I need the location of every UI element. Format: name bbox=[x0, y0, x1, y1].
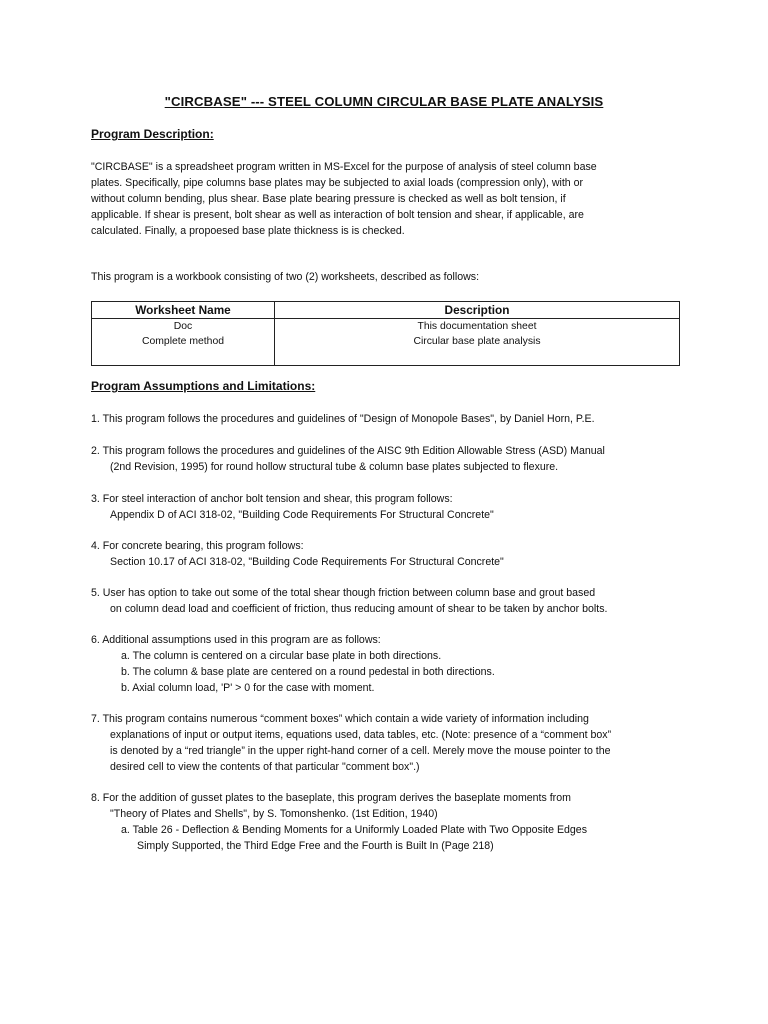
item-line: 1. This program follows the procedures and guidelines of "Design of Monopole Bases", by Daniel Horn, P.E. bbox=[91, 413, 595, 425]
program-description-heading: Program Description: bbox=[91, 127, 214, 141]
assumptions-heading: Program Assumptions and Limitations: bbox=[91, 379, 316, 393]
description-line: without column bending, plus shear. Base plate bearing pressure is checked as well as bolt tension, if bbox=[91, 193, 566, 205]
item-line: a. Table 26 - Deflection & Bending Moments for a Uniformly Loaded Plate with Two Opposite Edges bbox=[121, 824, 587, 836]
list-item bbox=[91, 491, 691, 523]
item-line: Simply Supported, the Third Edge Free and the Fourth is Built In (Page 218) bbox=[137, 840, 494, 852]
list-item bbox=[91, 585, 691, 617]
item-line: 4. For concrete bearing, this program follows: bbox=[91, 540, 304, 552]
list-item bbox=[91, 411, 691, 427]
description-line: plates. Specifically, pipe columns base plates may be subjected to axial loads (compression only), with or bbox=[91, 177, 584, 189]
item-line: 8. For the addition of gusset plates to the baseplate, this program derives the baseplate moments from bbox=[91, 792, 571, 804]
item-line: (2nd Revision, 1995) for round hollow structural tube & column base plates subjected to flexure. bbox=[110, 461, 559, 473]
item-line: 7. This program contains numerous “comment boxes” which contain a wide variety of information including bbox=[91, 713, 589, 725]
item-line: b. The column & base plate are centered on a round pedestal in both directions. bbox=[121, 666, 495, 678]
table-header-row bbox=[92, 302, 680, 319]
item-line: 3. For steel interaction of anchor bolt tension and shear, this program follows: bbox=[91, 493, 453, 505]
item-line: 6. Additional assumptions used in this program are as follows: bbox=[91, 634, 381, 646]
table-row bbox=[92, 319, 680, 335]
document-title: "CIRCBASE" --- STEEL COLUMN CIRCULAR BASE PLATE ANALYSIS bbox=[164, 94, 604, 109]
table-row bbox=[92, 334, 680, 349]
item-line: 5. User has option to take out some of the total shear though friction between column base and grout based bbox=[91, 587, 596, 599]
item-line: Appendix D of ACI 318-02, "Building Code Requirements For Structural Concrete" bbox=[110, 509, 494, 521]
list-item bbox=[91, 711, 691, 775]
item-line: 2. This program follows the procedures and guidelines of the AISC 9th Edition Allowable Stress (ASD) Manual bbox=[91, 445, 605, 457]
table-cell: This documentation sheet bbox=[275, 319, 680, 335]
worksheet-table bbox=[91, 301, 680, 366]
item-line: a. The column is centered on a circular base plate in both directions. bbox=[121, 650, 442, 662]
list-item bbox=[91, 632, 691, 696]
program-description-text bbox=[91, 159, 651, 239]
table-cell: Doc bbox=[92, 319, 275, 335]
description-line: "CIRCBASE" is a spreadsheet program written in MS-Excel for the purpose of analysis of steel column base bbox=[91, 161, 597, 173]
list-item bbox=[91, 538, 691, 570]
table-cell bbox=[275, 349, 680, 366]
column-header: Worksheet Name bbox=[92, 302, 275, 319]
list-item bbox=[91, 443, 691, 475]
item-line: "Theory of Plates and Shells", by S. Tomonshenko. (1st Edition, 1940) bbox=[110, 808, 438, 820]
item-line: b. Axial column load, 'P' > 0 for the case with moment. bbox=[121, 682, 375, 694]
description-line: calculated. Finally, a propoesed base plate thickness is is checked. bbox=[91, 225, 405, 237]
table-cell bbox=[92, 349, 275, 366]
table-cell: Complete method bbox=[92, 334, 275, 349]
list-item bbox=[91, 790, 691, 854]
workbook-intro: This program is a workbook consisting of two (2) worksheets, described as follows: bbox=[91, 271, 480, 283]
item-line: explanations of input or output items, equations used, data tables, etc. (Note: presence of a “comment box” bbox=[110, 729, 612, 741]
table-row bbox=[92, 349, 680, 366]
column-header: Description bbox=[275, 302, 680, 319]
item-line: is denoted by a “red triangle” in the upper right-hand corner of a cell. Merely move the mouse pointer to the bbox=[110, 745, 611, 757]
description-line: applicable. If shear is present, bolt shear as well as interaction of bolt tension and shear, if applicable, are bbox=[91, 209, 584, 221]
item-line: Section 10.17 of ACI 318-02, "Building Code Requirements For Structural Concrete" bbox=[110, 556, 504, 568]
item-line: on column dead load and coefficient of friction, thus reducing amount of shear to be taken by anchor bolts. bbox=[110, 603, 608, 615]
table-cell: Circular base plate analysis bbox=[275, 334, 680, 349]
item-line: desired cell to view the contents of that particular "comment box".) bbox=[110, 761, 420, 773]
